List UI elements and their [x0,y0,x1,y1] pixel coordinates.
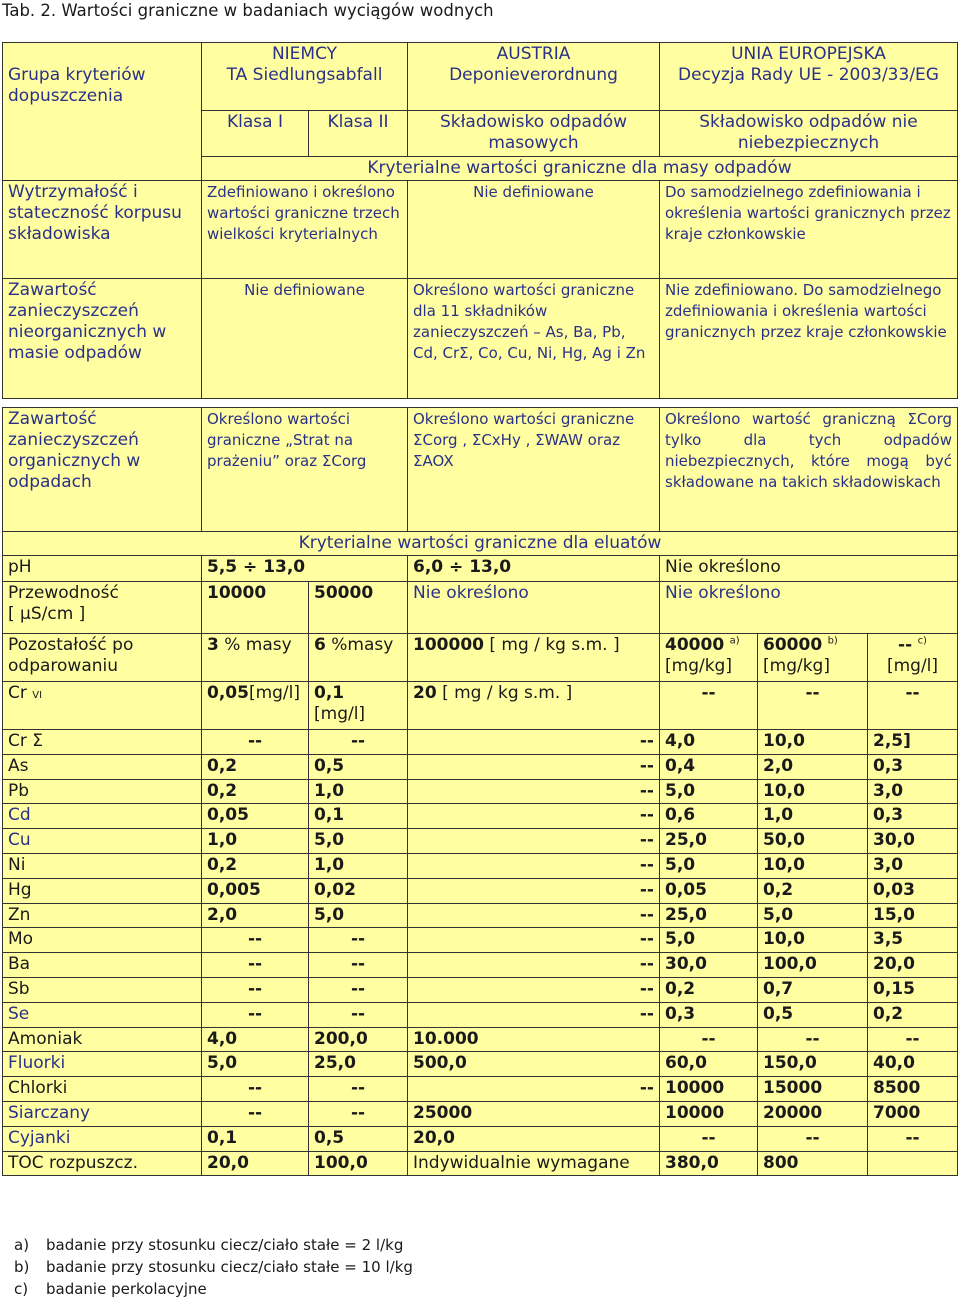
param-name [3,682,202,730]
austria-country: AUSTRIA [496,44,571,64]
value-eu-a: -- [660,1126,758,1151]
footnote-text: badanie przy stosunku ciecz/ciało stałe = 10 l/kg [46,1258,413,1276]
value-eu-a: 5,0 [660,853,758,878]
param-name: Sb [3,977,202,1002]
value-k2: 5,0 [309,829,408,854]
value-eu-c: -- [868,1027,958,1052]
value-eu-b: 15000 [758,1077,868,1102]
param-label: Przewodność [8,583,119,603]
param-name: Cr Σ [3,730,202,755]
table-row [3,779,958,804]
param-name: Ni [3,853,202,878]
value-k2: 5,0 [309,903,408,928]
value-at: -- [408,1002,660,1027]
criteria-de: Nie definiowane [202,279,408,399]
value-eu-b: 20000 [758,1101,868,1126]
criteria-eu: Określono wartość graniczną ΣCorg tylko dla tych odpadów niebezpiecznych, które mogą być składowane na takich składowiskach [660,408,958,532]
group-header [3,43,202,181]
value-eu-a: 0,05 [660,878,758,903]
value-eu: Nie określono [660,582,958,634]
group-header-label: Grupa kryteriów dopuszczenia [8,65,146,106]
param-name: Cyjanki [3,1126,202,1151]
value-eu-c: 0,2 [868,1002,958,1027]
germany-country: NIEMCY [271,44,338,64]
value-k2: 100,0 [309,1151,408,1176]
param-subscript: VI [32,690,43,701]
value-unit: %masy [331,635,394,655]
value-eu-c: -- [868,682,958,730]
value-k1: -- [202,1101,309,1126]
value-eu-a: -- [660,682,758,730]
value-eu-c: 2,5] [868,730,958,755]
value-at [408,634,660,682]
value-unit: [mg/kg] [665,656,732,676]
value-k2: 200,0 [309,1027,408,1052]
value-k1: 0,2 [202,754,309,779]
value-k1: -- [202,977,309,1002]
footnote-text: badanie przy stosunku ciecz/ciało stałe = 2 l/kg [46,1236,404,1254]
value-k2 [309,682,408,730]
criteria-de: Zdefiniowano i określono wartości graniczne trzech wielkości kryterialnych [202,181,408,279]
value-eu-a: 10000 [660,1077,758,1102]
value-eu-c: 3,5 [868,928,958,953]
class-1-header: Klasa I [202,111,309,157]
value-eu-c: 20,0 [868,953,958,978]
param-name: TOC rozpuszcz. [3,1151,202,1176]
value-eu-c: 3,0 [868,779,958,804]
table-row [3,853,958,878]
limit-values-table [2,42,958,1176]
value-at: -- [408,829,660,854]
table-row [3,1151,958,1176]
footnote-text: badanie perkolacyjne [46,1280,207,1298]
value-eu-b: 1,0 [758,804,868,829]
param-name: Mo [3,928,202,953]
footnotes [14,1234,413,1300]
value-eu-b: -- [758,682,868,730]
value-eu-c: 3,0 [868,853,958,878]
value-eu-b: 2,0 [758,754,868,779]
value-at: 6,0 ÷ 13,0 [408,556,660,582]
table-row [3,1002,958,1027]
table-row [3,1052,958,1077]
value-k1: 20,0 [202,1151,309,1176]
eu-country: UNIA EUROPEJSKA [731,44,886,64]
value-unit: [mg/l] [314,704,366,724]
table-row [3,953,958,978]
value-k1 [202,634,309,682]
value-at: Nie określono [408,582,660,634]
value-at: 20,0 [408,1126,660,1151]
table-title: Tab. 2. Wartości graniczne w badaniach wyciągów wodnych [2,1,494,20]
value-at: -- [408,730,660,755]
criteria-eu: Do samodzielnego zdefiniowania i określenia wartości granicznych przez kraje członkowskie [660,181,958,279]
value-eu-a: 5,0 [660,928,758,953]
value-at: Indywidualnie wymagane [408,1151,660,1176]
value-k2: -- [309,1101,408,1126]
param-unit: [ µS/cm ] [8,604,86,624]
value-k1: -- [202,730,309,755]
value-eu-a: 380,0 [660,1151,758,1176]
value-eu-b: 10,0 [758,779,868,804]
eluate-row-conductivity [3,582,958,634]
spacer-cell [3,399,958,408]
value-at: 10.000 [408,1027,660,1052]
table-row [3,1027,958,1052]
value-eu-c: 0,3 [868,804,958,829]
value-eu-a: -- [660,1027,758,1052]
value-eu-a: 0,6 [660,804,758,829]
germany-regulation: TA Siedlungsabfall [226,65,383,85]
table-row [3,977,958,1002]
value-number: 20 [413,683,437,703]
value-k2: 0,5 [309,1126,408,1151]
value-k2: 0,1 [309,804,408,829]
param-name: Amoniak [3,1027,202,1052]
value-k2: -- [309,977,408,1002]
criteria-row-organic [3,408,958,532]
value-eu-b: 5,0 [758,903,868,928]
value-eu-b: 50,0 [758,829,868,854]
value-eu-c: 0,03 [868,878,958,903]
param-name: Cu [3,829,202,854]
value-eu-b: 10,0 [758,730,868,755]
value-eu-a: 0,4 [660,754,758,779]
eu-regulation: Decyzja Rady UE - 2003/33/EG [678,65,939,85]
value-eu-a: 60,0 [660,1052,758,1077]
param-name: Chlorki [3,1077,202,1102]
value-eu-b: -- [758,1027,868,1052]
value-number: 6 [314,635,326,655]
value-k2: 1,0 [309,779,408,804]
table-row [3,878,958,903]
value-at: -- [408,779,660,804]
value-unit: [mg/l] [248,683,301,703]
footnote-mark: a) [729,635,740,647]
value-eu-c: -- [868,1126,958,1151]
criteria-eu: Nie zdefiniowano. Do samodzielnego zdefiniowania i określenia wartości granicznych przez kraje członkowskie [660,279,958,399]
table-row [3,928,958,953]
footnote [14,1256,413,1278]
value-k2: -- [309,730,408,755]
value-number: -- [898,635,913,655]
criteria-group: Zawartość zanieczyszczeń nieorganicznych w masie odpadów [3,279,202,399]
value-eu-a: 0,2 [660,977,758,1002]
class-2-header: Klasa II [309,111,408,157]
criteria-at: Nie definiowane [408,181,660,279]
value-at: 500,0 [408,1052,660,1077]
param-name: Ba [3,953,202,978]
table-row [3,903,958,928]
value-k1: 0,1 [202,1126,309,1151]
table-row [3,1077,958,1102]
value-eu: Nie określono [660,556,958,582]
value-k2: -- [309,953,408,978]
value-k1: -- [202,928,309,953]
param-name: Zn [3,903,202,928]
value-k1: 2,0 [202,903,309,928]
value-eu-a: 30,0 [660,953,758,978]
criteria-group: Wytrzymałość i stateczność korpusu składowiska [3,181,202,279]
eluate-row-crvi [3,682,958,730]
value-unit: [ mg / kg s.m. ] [489,635,620,655]
param-name: Se [3,1002,202,1027]
value-eu-c: 30,0 [868,829,958,854]
value-eu-c: 8500 [868,1077,958,1102]
value-eu-c: 15,0 [868,903,958,928]
value-eu-a: 25,0 [660,829,758,854]
value-at: -- [408,754,660,779]
footnote-mark: b) [827,635,838,647]
value-at: 25000 [408,1101,660,1126]
table-row [3,730,958,755]
value-eu-a: 0,3 [660,1002,758,1027]
value-at: -- [408,853,660,878]
austria-landfill-header: Składowisko odpadów masowych [408,111,660,157]
value-eu-b: 0,2 [758,878,868,903]
eluate-rows [3,730,958,1176]
value-eu-b: 0,5 [758,1002,868,1027]
value-number: 100000 [413,635,484,655]
austria-regulation: Deponieverordnung [449,65,618,85]
value-eu-c [868,1151,958,1176]
table-row [3,829,958,854]
param-name: Siarczany [3,1101,202,1126]
value-at: -- [408,928,660,953]
value-eu-c: 0,15 [868,977,958,1002]
austria-header [408,43,660,111]
value-k1: -- [202,1002,309,1027]
value-k1: 0,2 [202,853,309,878]
criteria-row-stability [3,181,958,279]
value-number: 0,1 [314,683,345,703]
value-at [408,682,660,730]
param-label: Cr [8,683,27,703]
value-unit: [ mg / kg s.m. ] [442,683,573,703]
value-eu-a [660,634,758,682]
footnote-mark: a) [14,1236,30,1254]
value-at: -- [408,804,660,829]
value-k2: 0,02 [309,878,408,903]
value-eu-b: 0,7 [758,977,868,1002]
mass-section-title: Kryterialne wartości graniczne dla masy odpadów [202,157,958,181]
criteria-at: Określono wartości graniczne dla 11 składników zanieczyszczeń – As, Ba, Pb, Cd, CrΣ, Co, Cu, Ni, Hg, Ag i Zn [408,279,660,399]
footnote [14,1234,413,1256]
value-eu-c [868,634,958,682]
value-k2: -- [309,928,408,953]
criteria-de: Określono wartości graniczne „Strat na prażeniu” oraz ΣCorg [202,408,408,532]
value-eu-b: 150,0 [758,1052,868,1077]
table-row [3,754,958,779]
criteria-at: Określono wartości graniczne ΣCorg , ΣCxHy , ΣWAW oraz ΣAOX [408,408,660,532]
value-eu-b: 100,0 [758,953,868,978]
spacer-row [3,399,958,408]
value-k1: -- [202,1077,309,1102]
value-eu-b: 10,0 [758,853,868,878]
value-k2: 1,0 [309,853,408,878]
header-row-countries [3,43,958,111]
criteria-group: Zawartość zanieczyszczeń organicznych w odpadach [3,408,202,532]
value-eu-b: 800 [758,1151,868,1176]
param-name: Pb [3,779,202,804]
value-eu-c: 40,0 [868,1052,958,1077]
value-k2: -- [309,1002,408,1027]
value-at: -- [408,903,660,928]
footnote [14,1278,413,1300]
germany-header [202,43,408,111]
footnote-mark: c) [917,635,927,647]
value-k1: 1,0 [202,829,309,854]
value-k1: 5,0 [202,1052,309,1077]
param-name: Hg [3,878,202,903]
value-k2 [309,634,408,682]
eluate-section-row [3,532,958,556]
value-eu-a: 5,0 [660,779,758,804]
value-k1 [202,682,309,730]
value-de: 5,5 ÷ 13,0 [202,556,408,582]
value-at: -- [408,878,660,903]
value-eu-b [758,634,868,682]
eu-header [660,43,958,111]
value-k1: 4,0 [202,1027,309,1052]
value-k1: 10000 [202,582,309,634]
criteria-row-inorganic [3,279,958,399]
value-k2: -- [309,1077,408,1102]
eluate-row-residue [3,634,958,682]
value-unit: [mg/l] [886,656,939,676]
table-row [3,804,958,829]
value-at: -- [408,1077,660,1102]
param-name: Cd [3,804,202,829]
value-at: -- [408,977,660,1002]
value-eu-a: 4,0 [660,730,758,755]
footnote-mark: c) [14,1280,29,1298]
table-row [3,1126,958,1151]
value-eu-b: -- [758,1126,868,1151]
value-k2: 0,5 [309,754,408,779]
value-number: 40000 [665,635,725,655]
footnote-mark: b) [14,1258,30,1276]
eluate-section-title: Kryterialne wartości graniczne dla eluatów [3,532,958,556]
param-name: pH [3,556,202,582]
value-k1: 0,2 [202,779,309,804]
eluate-row-ph [3,556,958,582]
value-number: 3 [207,635,219,655]
param-name: Pozostałość po odparowaniu [3,634,202,682]
param-name [3,582,202,634]
param-name: As [3,754,202,779]
value-k1: -- [202,953,309,978]
eu-landfill-header: Składowisko odpadów nie niebezpiecznych [660,111,958,157]
value-k1: 0,05 [202,804,309,829]
value-unit: [mg/kg] [763,656,830,676]
param-name: Fluorki [3,1052,202,1077]
value-k2: 50000 [309,582,408,634]
value-number: 60000 [763,635,823,655]
value-k2: 25,0 [309,1052,408,1077]
value-eu-b: 10,0 [758,928,868,953]
value-unit: % masy [224,635,292,655]
value-eu-c: 7000 [868,1101,958,1126]
value-k1: 0,005 [202,878,309,903]
value-eu-c: 0,3 [868,754,958,779]
value-at: -- [408,953,660,978]
value-number: 0,05 [207,683,249,703]
value-eu-a: 10000 [660,1101,758,1126]
table-row [3,1101,958,1126]
value-eu-a: 25,0 [660,903,758,928]
